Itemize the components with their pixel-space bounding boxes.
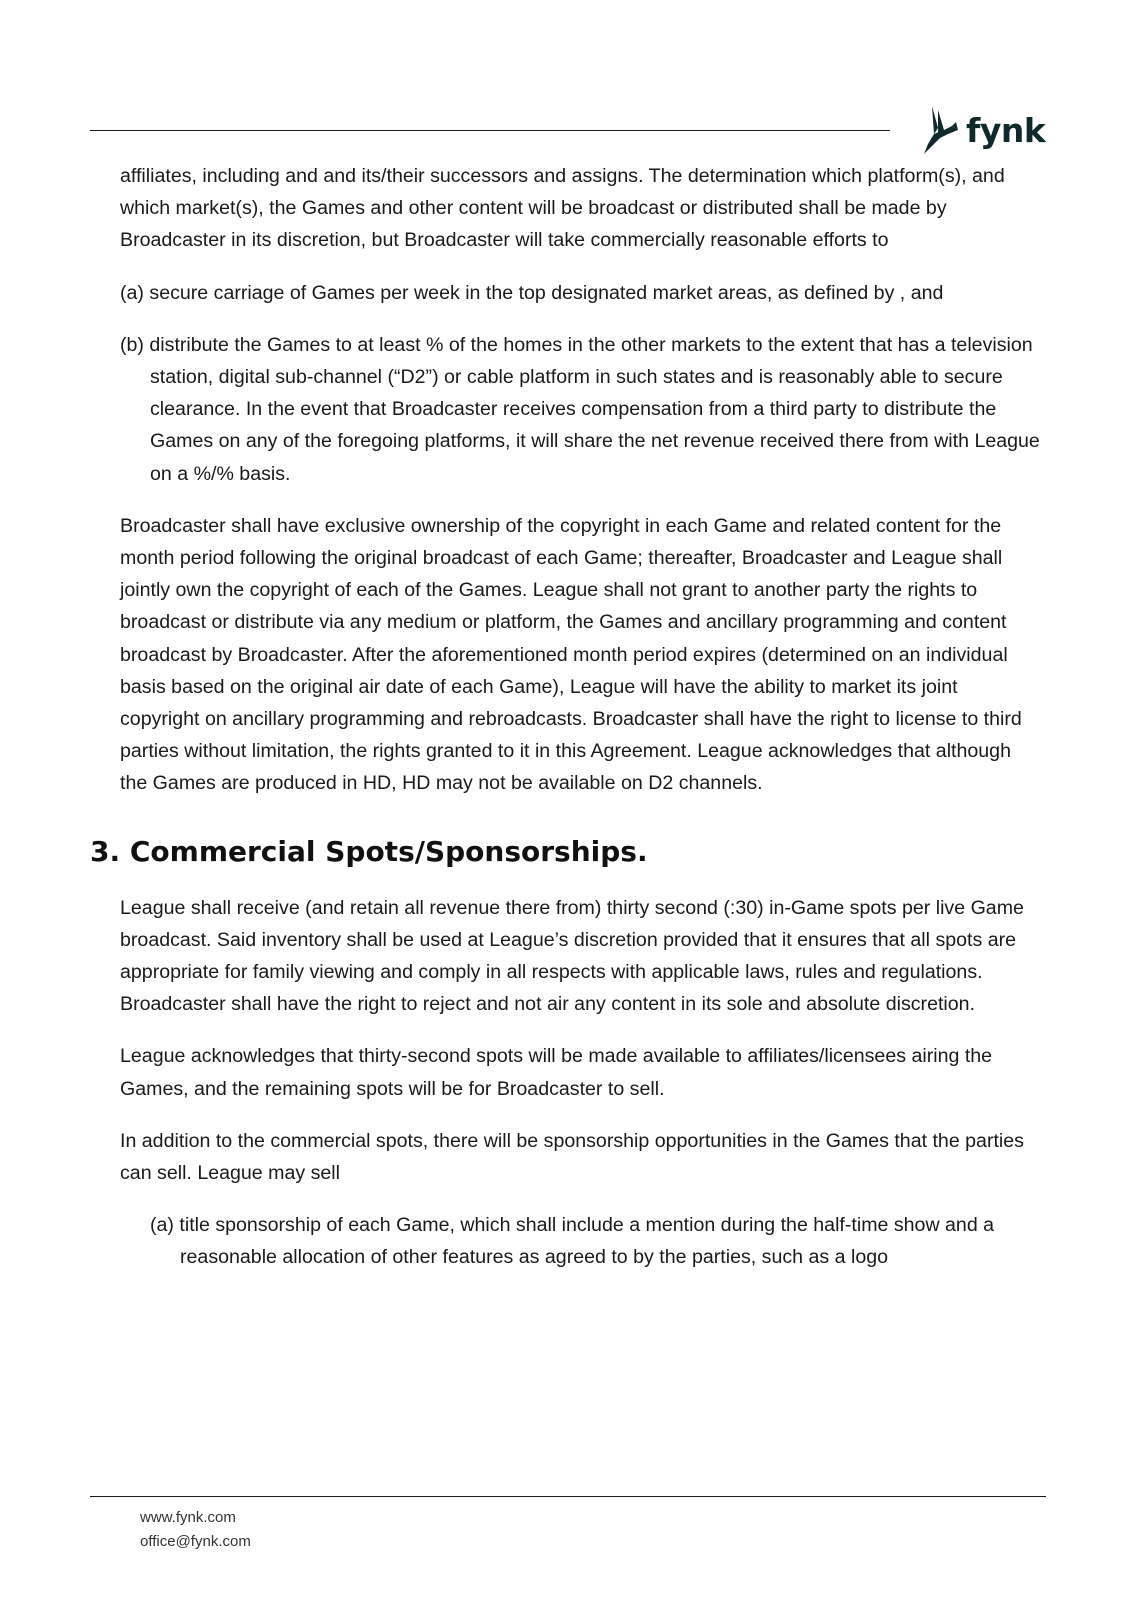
footer-email[interactable]: office@fynk.com (140, 1533, 251, 1550)
paragraph: League shall receive (and retain all revenue there from) thirty second (:30) in-Game spots per live Game broadcast. Said inventory shall be used at League’s discretion provided that it ensures that all spots are appropriate for family viewing and comply in all respects with applicable laws, rules and regulations. Broadcaster shall have the right to reject and not air any content in its sole and absolute discretion. (120, 896, 1024, 1016)
fynk-logo (918, 104, 1045, 156)
header-divider (90, 130, 890, 131)
bird-icon (918, 104, 960, 156)
footer-website[interactable]: www.fynk.com (140, 1509, 236, 1526)
paragraph: In addition to the commercial spots, there will be sponsorship opportunities in the Games that the parties can sell. League may sell (120, 1129, 1024, 1185)
list-item-a: (a) secure carriage of Games per week in the top designated market areas, as defined by , and (120, 281, 944, 304)
footer-divider (90, 1496, 1046, 1497)
list-item-b: (b) distribute the Games to at least % of the homes in the other markets to the extent that has a television station, digital sub-channel (“D2”) or cable platform in such states and is reasonably able to secure clearance. In the event that Broadcaster receives compensation from a third party to distribute the Games on any of the foregoing platforms, it will share the net revenue received there from with League on a %/% basis. (120, 333, 1040, 485)
document-body (90, 160, 1040, 1294)
logo-wordmark: fynk (966, 110, 1046, 150)
footer (140, 1506, 251, 1554)
section-heading: 3. Commercial Spots/Sponsorships. (90, 834, 648, 868)
paragraph: affiliates, including and and its/their successors and assigns. The determination which platform(s), and which market(s), the Games and other content will be broadcast or distributed shall be made by Broadcaster in its discretion, but Broadcaster will take commercially reasonable efforts to (120, 165, 1005, 252)
paragraph: Broadcaster shall have exclusive ownership of the copyright in each Game and related content for the month period following the original broadcast of each Game; thereafter, Broadcaster and League shall jointly own the copyright of each of the Games. League shall not grant to another party the rights to broadcast or distribute via any medium or platform, the Games and ancillary programming and content broadcast by Broadcaster. After the aforementioned month period expires (determined on an individual basis based on the original air date of each Game), League will have the ability to market its joint copyright on ancillary programming and rebroadcasts. Broadcaster shall have the right to license to third parties without limitation, the rights granted to it in this Agreement. League acknowledges that although the Games are produced in HD, HD may not be available on D2 channels. (120, 514, 1022, 795)
paragraph: League acknowledges that thirty-second spots will be made available to affiliates/licensees airing the Games, and the remaining spots will be for Broadcaster to sell. (120, 1045, 993, 1100)
list-item-a-sponsorship: (a) title sponsorship of each Game, which shall include a mention during the half-time show and a reasonable allocation of other features as agreed to by the parties, such as a logo (150, 1214, 995, 1269)
